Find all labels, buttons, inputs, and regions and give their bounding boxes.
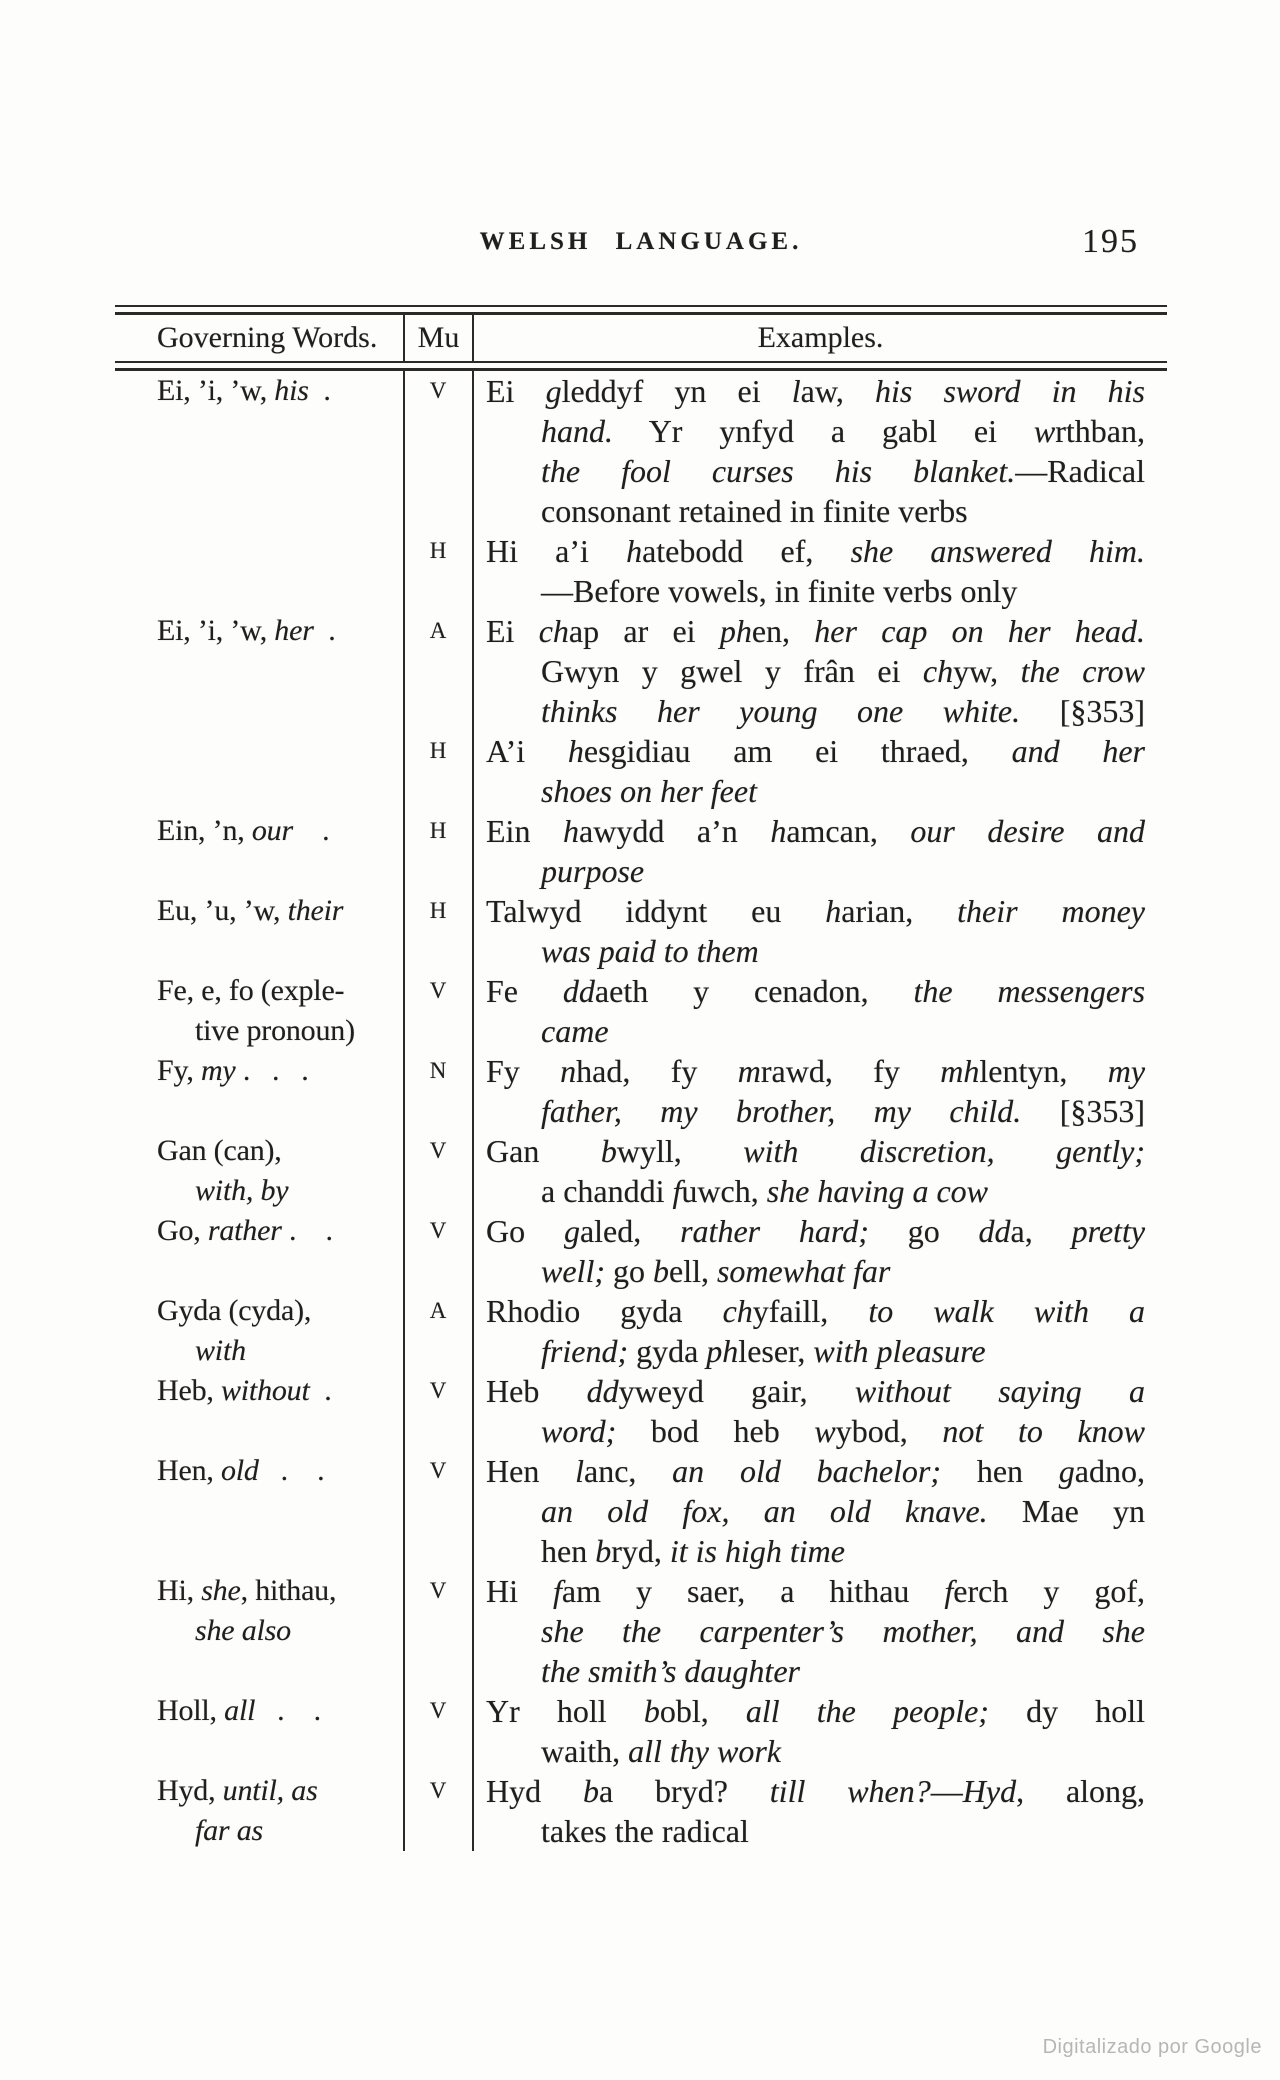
mutation-letter-cell: H — [403, 731, 474, 771]
example-cell: Hi fam y saer, a hithau ferch y gof, — [486, 1573, 1146, 1609]
example-cell: waith, all thy work — [541, 1733, 781, 1769]
governing-words-cell: Hyd, until, as — [157, 1774, 318, 1807]
governing-words-cell: Ein, ’n, our . — [157, 814, 330, 847]
governing-words-cell: far as — [195, 1814, 263, 1847]
table-row-line — [115, 1491, 1167, 1531]
example-cell: Go galed, rather hard; go dda, pretty — [486, 1213, 1146, 1249]
table-row-line — [115, 1371, 1167, 1411]
table-row-line — [115, 731, 1167, 771]
governing-words-cell: Eu, ’u, ’w, their — [157, 894, 344, 927]
example-cell: —Before vowels, in finite verbs only — [541, 573, 1018, 609]
table-row-line — [115, 1331, 1167, 1371]
governing-words-cell — [115, 651, 403, 691]
governing-words-cell: Fe, e, fo (exple- — [157, 974, 345, 1007]
mutation-letter-cell — [403, 1331, 474, 1371]
example-cell: Rhodio gyda chyfaill, to walk with a — [486, 1293, 1145, 1329]
table-row-line — [115, 611, 1167, 651]
mutation-letter-cell — [403, 691, 474, 731]
mutation-letter-cell — [403, 931, 474, 971]
example-cell: A’i hesgidiau am ei thraed, and her — [486, 733, 1146, 769]
example-cell: Talwyd iddynt eu harian, their money — [486, 893, 1146, 929]
table-row-line — [115, 1131, 1167, 1171]
example-cell: Ei chap ar ei phen, her cap on her head. — [486, 613, 1146, 649]
governing-words-cell — [115, 771, 403, 811]
table-row-line — [115, 891, 1167, 931]
governing-words-cell: Ei, ’i, ’w, his . — [157, 374, 331, 407]
example-cell: consonant retained in finite verbs — [541, 493, 968, 529]
mutation-letter-cell — [403, 1731, 474, 1771]
table-header-row — [115, 315, 1167, 361]
governing-words-cell — [115, 1411, 403, 1451]
table-row-line — [115, 931, 1167, 971]
mutation-letter-cell: H — [403, 811, 474, 851]
mutation-letter-cell: V — [403, 371, 474, 411]
mutation-letter-cell: A — [403, 611, 474, 651]
table-row-line — [115, 651, 1167, 691]
table-row-line — [115, 1171, 1167, 1211]
example-cell: Hen lanc, an old bachelor; hen gadno, — [486, 1453, 1145, 1489]
table-row-line — [115, 771, 1167, 811]
running-head — [115, 222, 1167, 262]
governing-words-cell — [115, 451, 403, 491]
mutation-letter-cell — [403, 851, 474, 891]
mutation-letter-cell — [403, 491, 474, 531]
table-body — [115, 371, 1167, 1851]
example-cell: Hi a’i hatebodd ef, she answered him. — [486, 533, 1146, 569]
governing-words-cell — [115, 411, 403, 451]
example-cell: hen bryd, it is high time — [541, 1533, 845, 1569]
table-row-line — [115, 451, 1167, 491]
table-row-line — [115, 1051, 1167, 1091]
table-row-line — [115, 1651, 1167, 1691]
table-row-line — [115, 571, 1167, 611]
mutation-letter-cell — [403, 1251, 474, 1291]
example-cell: Hyd ba bryd? till when?—Hyd, along, — [486, 1773, 1146, 1809]
governing-words-cell: Heb, without . — [157, 1374, 332, 1407]
example-cell: a chanddi fuwch, she having a cow — [541, 1173, 988, 1209]
example-cell: Fe ddaeth y cenadon, the messengers — [486, 973, 1146, 1009]
mutation-letter-cell — [403, 651, 474, 691]
governing-words-cell: with, by — [195, 1174, 289, 1207]
mutation-letter-cell: V — [403, 1691, 474, 1731]
mutation-letter-cell: V — [403, 1451, 474, 1491]
governing-words-cell — [115, 851, 403, 891]
mutation-letter-cell — [403, 1171, 474, 1211]
governing-words-cell: Hen, old . . — [157, 1454, 325, 1487]
table-row-line — [115, 1691, 1167, 1731]
column-header-mutation: Mu — [403, 315, 474, 361]
governing-words-cell — [115, 691, 403, 731]
example-cell: friend; gyda phleser, with pleasure — [541, 1333, 986, 1369]
example-cell: the smith’s daughter — [541, 1653, 800, 1689]
example-cell: father, my brother, my child. [§353] — [541, 1093, 1146, 1129]
column-header-governing-words: Governing Words. — [157, 321, 378, 354]
governing-words-cell: Hi, she, hithau, — [157, 1574, 337, 1607]
governing-words-cell: she also — [195, 1614, 291, 1647]
table-row-line — [115, 1611, 1167, 1651]
mutation-letter-cell: V — [403, 971, 474, 1011]
governing-words-cell: Holl, all . . — [157, 1694, 321, 1727]
google-digitization-watermark: Digitalizado por Google — [1042, 2036, 1262, 2058]
table-row-line — [115, 971, 1167, 1011]
mutation-letter-cell — [403, 1651, 474, 1691]
mutation-table — [115, 305, 1167, 1851]
governing-words-cell: Ei, ’i, ’w, her . — [157, 614, 336, 647]
table-row-line — [115, 1731, 1167, 1771]
example-cell: the fool curses his blanket.—Radical — [541, 453, 1145, 489]
example-cell: an old fox, an old knave. Mae yn — [541, 1493, 1146, 1529]
table-header-rule — [115, 361, 1167, 371]
mutation-letter-cell — [403, 1411, 474, 1451]
governing-words-cell: tive pronoun) — [195, 1014, 355, 1047]
governing-words-cell: Gan (can), — [157, 1134, 282, 1167]
governing-words-cell — [115, 1091, 403, 1131]
mutation-letter-cell — [403, 1811, 474, 1851]
table-row-line — [115, 851, 1167, 891]
governing-words-cell — [115, 1731, 403, 1771]
governing-words-cell: with — [195, 1334, 246, 1367]
mutation-letter-cell: V — [403, 1571, 474, 1611]
table-row-line — [115, 491, 1167, 531]
example-cell: shoes on her feet — [541, 773, 757, 809]
example-cell: Heb ddyweyd gair, without saying a — [486, 1373, 1146, 1409]
governing-words-cell — [115, 1651, 403, 1691]
example-cell: thinks her young one white. [§353] — [541, 693, 1146, 729]
table-row-line — [115, 1771, 1167, 1811]
table-row-line — [115, 1091, 1167, 1131]
governing-words-cell — [115, 931, 403, 971]
mutation-letter-cell — [403, 1491, 474, 1531]
table-row-line — [115, 371, 1167, 411]
page-number: 195 — [1082, 223, 1139, 260]
mutation-letter-cell — [403, 1611, 474, 1651]
table-row-line — [115, 1811, 1167, 1851]
table-row-line — [115, 1291, 1167, 1331]
governing-words-cell — [115, 731, 403, 771]
example-cell: she the carpenter’s mother, and she — [541, 1613, 1145, 1649]
mutation-letter-cell — [403, 1011, 474, 1051]
table-row-line — [115, 1211, 1167, 1251]
mutation-letter-cell: V — [403, 1131, 474, 1171]
mutation-letter-cell — [403, 411, 474, 451]
mutation-letter-cell — [403, 771, 474, 811]
governing-words-cell — [115, 1491, 403, 1531]
page-title: WELSH LANGUAGE. — [479, 228, 803, 255]
mutation-letter-cell: A — [403, 1291, 474, 1331]
table-row-line — [115, 1451, 1167, 1491]
example-cell: well; go bell, somewhat far — [541, 1253, 891, 1289]
governing-words-cell: Fy, my . . . — [157, 1054, 309, 1087]
example-cell: Gwyn y gwel y frân ei chyw, the crow — [541, 653, 1146, 689]
table-row-line — [115, 1011, 1167, 1051]
example-cell: Gan bwyll, with discretion, gently; — [486, 1133, 1146, 1169]
table-row-line — [115, 811, 1167, 851]
mutation-letter-cell — [403, 1531, 474, 1571]
table-row-line — [115, 1571, 1167, 1611]
governing-words-cell: Go, rather . . — [157, 1214, 333, 1247]
mutation-letter-cell — [403, 571, 474, 611]
example-cell: purpose — [541, 853, 645, 889]
column-header-examples: Examples. — [757, 321, 884, 354]
table-row-line — [115, 691, 1167, 731]
table-row-line — [115, 411, 1167, 451]
example-cell: hand. Yr ynfyd a gabl ei wrthban, — [541, 413, 1145, 449]
mutation-letter-cell: H — [403, 531, 474, 571]
mutation-letter-cell: V — [403, 1771, 474, 1811]
table-row-line — [115, 1251, 1167, 1291]
example-cell: Ein hawydd a’n hamcan, our desire and — [486, 813, 1146, 849]
mutation-letter-cell: V — [403, 1211, 474, 1251]
table-top-rule — [115, 305, 1167, 315]
governing-words-cell — [115, 531, 403, 571]
example-cell: word; bod heb wybod, not to know — [541, 1413, 1146, 1449]
mutation-letter-cell: V — [403, 1371, 474, 1411]
mutation-letter-cell: H — [403, 891, 474, 931]
example-cell: was paid to them — [541, 933, 759, 969]
governing-words-cell — [115, 491, 403, 531]
governing-words-cell — [115, 1251, 403, 1291]
mutation-letter-cell: N — [403, 1051, 474, 1091]
governing-words-cell: Gyda (cyda), — [157, 1294, 312, 1327]
example-cell: Fy nhad, fy mrawd, fy mhlentyn, my — [486, 1053, 1146, 1089]
governing-words-cell — [115, 1531, 403, 1571]
example-cell: Ei gleddyf yn ei law, his sword in his — [486, 373, 1146, 409]
table-row-line — [115, 531, 1167, 571]
example-cell: takes the radical — [541, 1813, 749, 1849]
table-row-line — [115, 1531, 1167, 1571]
mutation-letter-cell — [403, 1091, 474, 1131]
table-row-line — [115, 1411, 1167, 1451]
mutation-letter-cell — [403, 451, 474, 491]
example-cell: Yr holl bobl, all the people; dy holl — [486, 1693, 1146, 1729]
example-cell: came — [541, 1013, 609, 1049]
governing-words-cell — [115, 571, 403, 611]
